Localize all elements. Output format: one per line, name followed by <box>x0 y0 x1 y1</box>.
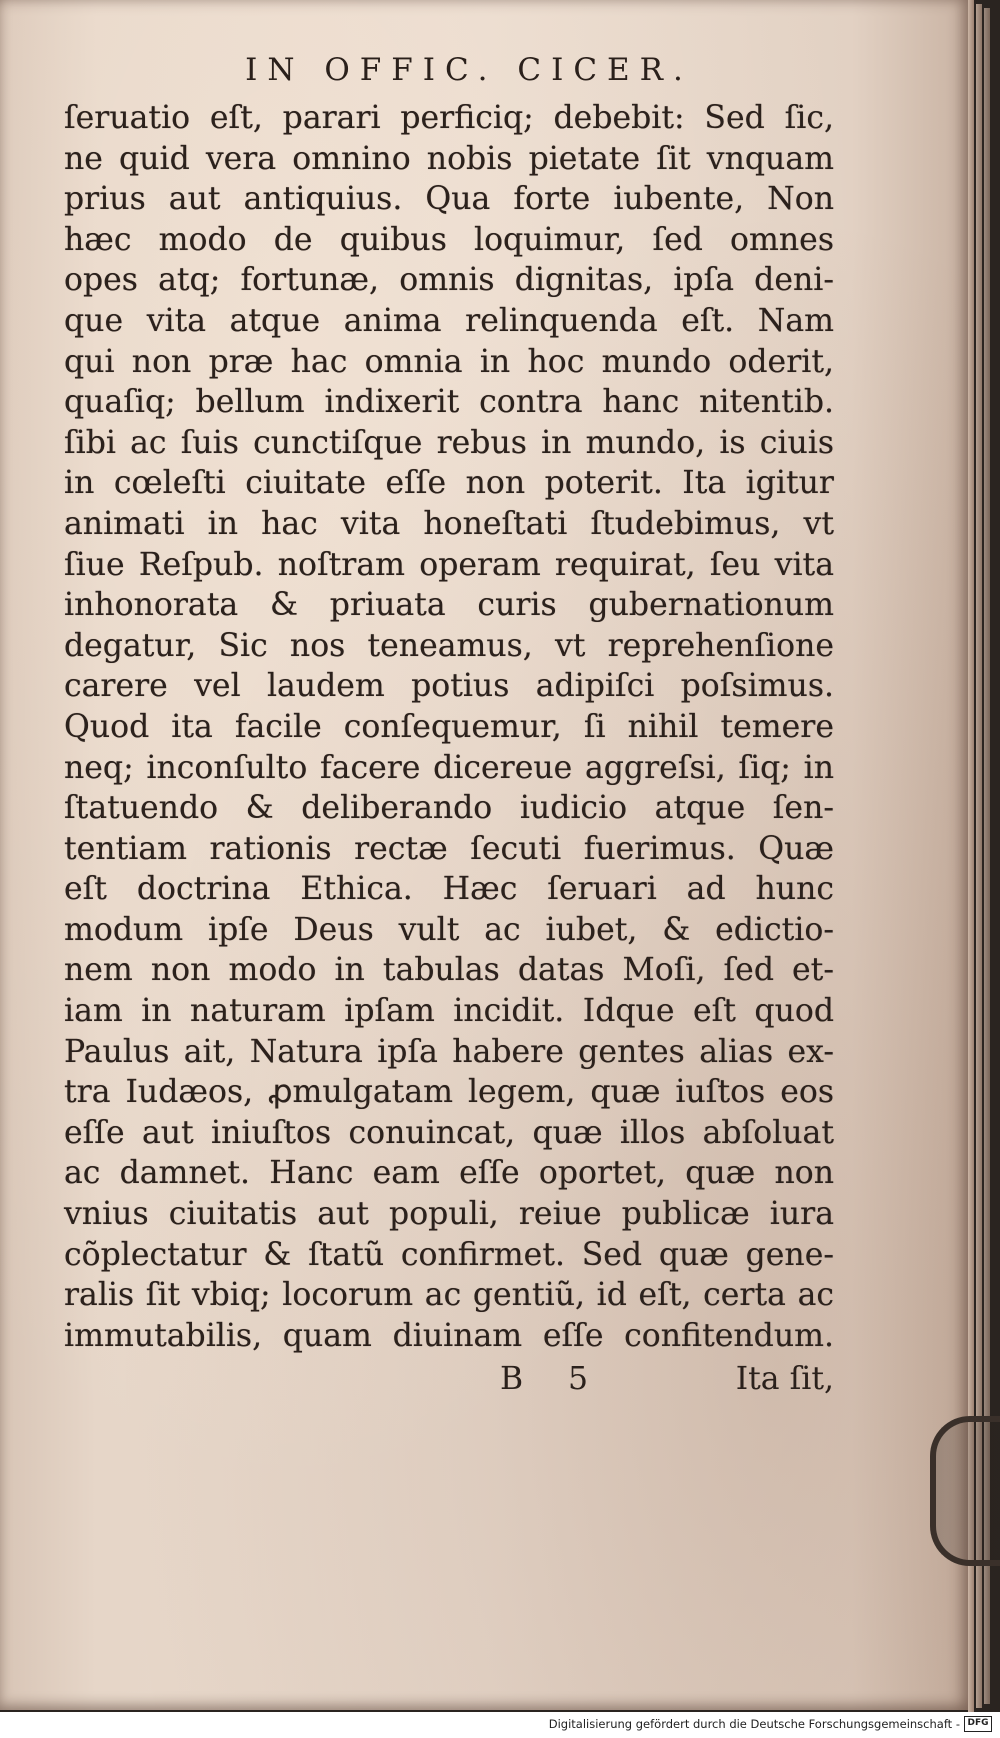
text-line: hæc modo de quibus loquimur, ſed omnes <box>64 221 834 258</box>
text-line: vnius ciuitatis aut populi, reiue publicæ iura <box>64 1196 834 1233</box>
text-line: neq; inconſulto facere dicereue aggreſsi, ſiq; in <box>64 749 834 786</box>
text-line: tra Iudæos, ꝓmulgatam legem, quæ iuſtos eos <box>64 1074 834 1111</box>
text-line: qui non præ hac omnia in hoc mundo oderit, <box>64 343 834 380</box>
running-head: IN OFFIC. CICER. <box>245 52 693 88</box>
text-line: quaſiq; bellum indixerit contra hanc nitentib. <box>64 384 834 421</box>
text-line: carere vel laudem potius adipiſci poſsimus. <box>64 668 834 705</box>
text-line: Paulus ait, Natura ipſa habere gentes alias ex- <box>64 1033 834 1070</box>
text-line: eſt doctrina Ethica. Hæc ſeruari ad hunc <box>64 871 834 908</box>
text-line: ſtatuendo & deliberando iudicio atque ſen- <box>64 790 834 827</box>
catchword: Ita ſit, <box>735 1361 834 1398</box>
text-line: prius aut antiquius. Qua forte iubente, Non <box>64 181 834 218</box>
text-line: animati in hac vita honeſtati ſtudebimus, vt <box>64 505 834 542</box>
book-clasp <box>930 1416 1000 1566</box>
text-line: que vita atque anima relinquenda eſt. Nam <box>64 302 834 339</box>
text-line: modum ipſe Deus vult ac iubet, & edictio- <box>64 911 834 948</box>
text-line: ralis ſit vbiq; locorum ac gentiũ, id eſt, certa ac <box>64 1277 834 1314</box>
text-line: ſeruatio eſt, parari perficiq; debebit: Sed ſic, <box>64 100 834 136</box>
text-line: iam in naturam ipſam incidit. Idque eſt quod <box>64 993 834 1030</box>
signature-mark-number: 5 <box>568 1361 589 1398</box>
text-line: ſiue Reſpub. noſtram operam requirat, ſeu vita <box>64 546 834 583</box>
dfg-logo: DFG <box>964 1716 992 1732</box>
text-line: degatur, Sic nos teneamus, vt reprehenſione <box>64 627 834 664</box>
text-line: eſſe aut iniuſtos conuincat, quæ illos abſoluat <box>64 1114 834 1151</box>
text-line: inhonorata & priuata curis gubernationum <box>64 587 834 624</box>
text-block <box>64 50 834 1400</box>
text-line: ne quid vera omnino nobis pietate ſit vnquam <box>64 140 834 177</box>
signature-mark-letter: B <box>500 1361 524 1398</box>
body-text <box>64 98 834 1356</box>
funding-credit: Digitalisierung gefördert durch die Deutsche Forschungsgemeinschaft - <box>548 1717 960 1731</box>
text-line: tentiam rationis rectæ ſecuti fuerimus. Quæ <box>64 830 834 867</box>
text-line: immutabilis, quam diuinam eſſe confitendum. <box>64 1317 834 1354</box>
text-line: cõplectatur & ſtatũ confirmet. Sed quæ gene- <box>64 1236 834 1273</box>
credit-bar <box>0 1712 1000 1738</box>
text-line: nem non modo in tabulas datas Moſi, ſed et- <box>64 952 834 989</box>
text-line: in cœleſti ciuitate eſſe non poterit. Ita igitur <box>64 465 834 502</box>
text-line: opes atq; fortunæ, omnis dignitas, ipſa deni- <box>64 262 834 299</box>
text-line: ac damnet. Hanc eam eſſe oportet, quæ non <box>64 1155 834 1192</box>
page-footer <box>64 1358 834 1400</box>
text-line: Quod ita facile conſequemur, ſi nihil temere <box>64 708 834 745</box>
text-line: ſibi ac ſuis cunctiſque rebus in mundo, is ciuis <box>64 424 834 461</box>
